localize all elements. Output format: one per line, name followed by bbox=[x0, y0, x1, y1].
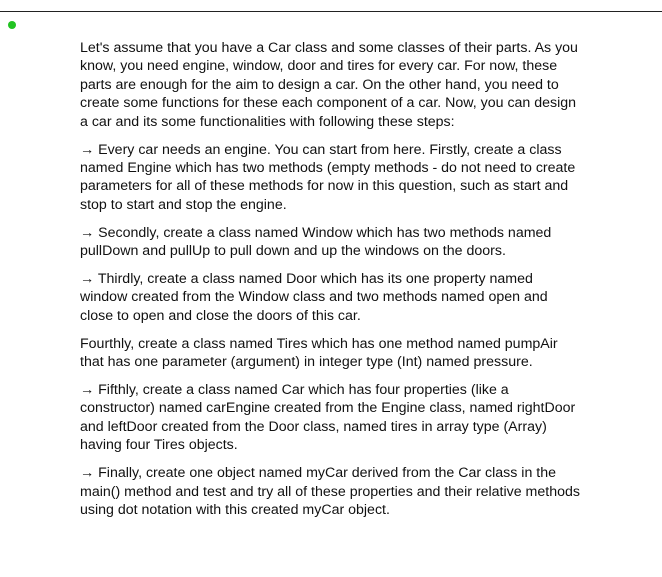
status-indicator-dot bbox=[8, 21, 16, 29]
question-body bbox=[80, 39, 584, 529]
step-car-paragraph: → Fifthly, create a class named Car which has four properties (like a constructor) named carEngine created from the Engine class, named rightDoor and leftDoor created from the Door class, named tires in array type (Array) having four Tires objects. bbox=[80, 382, 576, 454]
top-divider bbox=[0, 11, 662, 12]
step-mycar-paragraph: → Finally, create one object named myCar derived from the Car class in the main() method and test and try all of these properties and their relative methods using dot notation with this created myCar object. bbox=[80, 465, 580, 518]
step-window-paragraph: → Secondly, create a class named Window which has two methods named pullDown and pullUp to pull down and up the windows on the doors. bbox=[80, 224, 552, 260]
step-tires-paragraph: Fourthly, create a class named Tires which has one method named pumpAir that has one parameter (argument) in integer type (Int) named pressure. bbox=[80, 335, 558, 371]
intro-paragraph: Let's assume that you have a Car class and some classes of their parts. As you know, you need engine, window, door and tires for every car. For now, these parts are enough for the aim to design a car. On the other hand, you need to create some functions for these each component of a car. Now, you can design a car and its some functionalities with following these steps: bbox=[80, 40, 578, 130]
step-engine-paragraph: → Every car needs an engine. You can start from here. Firstly, create a class named Engine which has two methods (empty methods - do not need to create parameters for all of these methods for now in this question, such as start and stop to start and stop the engine. bbox=[80, 141, 576, 213]
step-door-paragraph: → Thirdly, create a class named Door which has its one property named window created from the Window class and two methods named open and close to open and close the doors of this car. bbox=[80, 270, 548, 324]
